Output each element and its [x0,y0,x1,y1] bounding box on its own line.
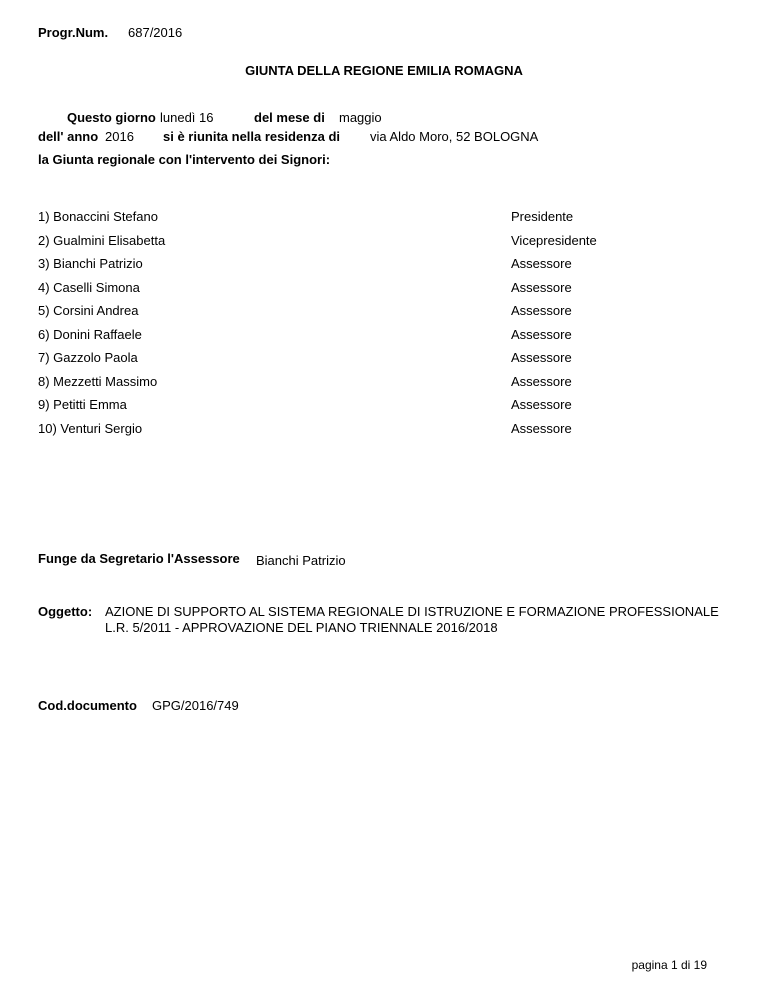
member-name: 6) Donini Raffaele [38,327,142,342]
member-name: 9) Petitti Emma [38,397,127,412]
list-item [0,374,768,389]
list-item [0,350,768,365]
member-name: 1) Bonaccini Stefano [38,209,158,224]
month-value: maggio [339,110,382,125]
list-item [0,303,768,318]
member-role: Assessore [511,374,572,389]
list-item [0,209,768,224]
place-label: si è riunita nella residenza di [163,129,341,144]
day-label: Questo giorno [67,110,156,125]
secretary-value: Bianchi Patrizio [256,553,346,568]
page-title: GIUNTA DELLA REGIONE EMILIA ROMAGNA [245,63,523,78]
day-value: lunedì 16 [160,110,214,125]
document-code-label: Cod.documento [38,698,137,713]
member-role: Assessore [511,303,572,318]
member-role: Assessore [511,280,572,295]
progr-num-value: 687/2016 [128,25,183,40]
list-item [0,280,768,295]
members-intro: la Giunta regionale con l'intervento dei Signori: [38,152,331,167]
list-item [0,421,768,436]
member-role: Vicepresidente [511,233,597,248]
year-value: 2016 [105,129,134,144]
member-role: Assessore [511,421,572,436]
month-label: del mese di [254,110,325,125]
member-role: Assessore [511,350,572,365]
list-item [0,256,768,271]
list-item [0,233,768,248]
member-name: 4) Caselli Simona [38,280,140,295]
member-name: 2) Gualmini Elisabetta [38,233,166,248]
page-number: pagina 1 di 19 [631,958,707,972]
year-label: dell' anno [38,129,99,144]
member-name: 8) Mezzetti Massimo [38,374,158,389]
member-name: 10) Venturi Sergio [38,421,143,436]
member-role: Assessore [511,256,572,271]
progr-num-label: Progr.Num. [38,25,109,40]
subject-line-1: AZIONE DI SUPPORTO AL SISTEMA REGIONALE DI ISTRUZIONE E FORMAZIONE PROFESSIONALE [105,604,719,619]
member-name: 7) Gazzolo Paola [38,350,138,365]
subject-line-2: L.R. 5/2011 - APPROVAZIONE DEL PIANO TRIENNALE 2016/2018 [105,620,498,635]
member-name: 5) Corsini Andrea [38,303,139,318]
member-role: Assessore [511,397,572,412]
list-item [0,397,768,412]
member-role: Presidente [511,209,574,224]
member-role: Assessore [511,327,572,342]
secretary-label: Funge da Segretario l'Assessore [38,551,240,566]
list-item [0,327,768,342]
place-value: via Aldo Moro, 52 BOLOGNA [370,129,539,144]
subject-label: Oggetto: [38,604,93,619]
member-name: 3) Bianchi Patrizio [38,256,143,271]
document-code-value: GPG/2016/749 [152,698,239,713]
